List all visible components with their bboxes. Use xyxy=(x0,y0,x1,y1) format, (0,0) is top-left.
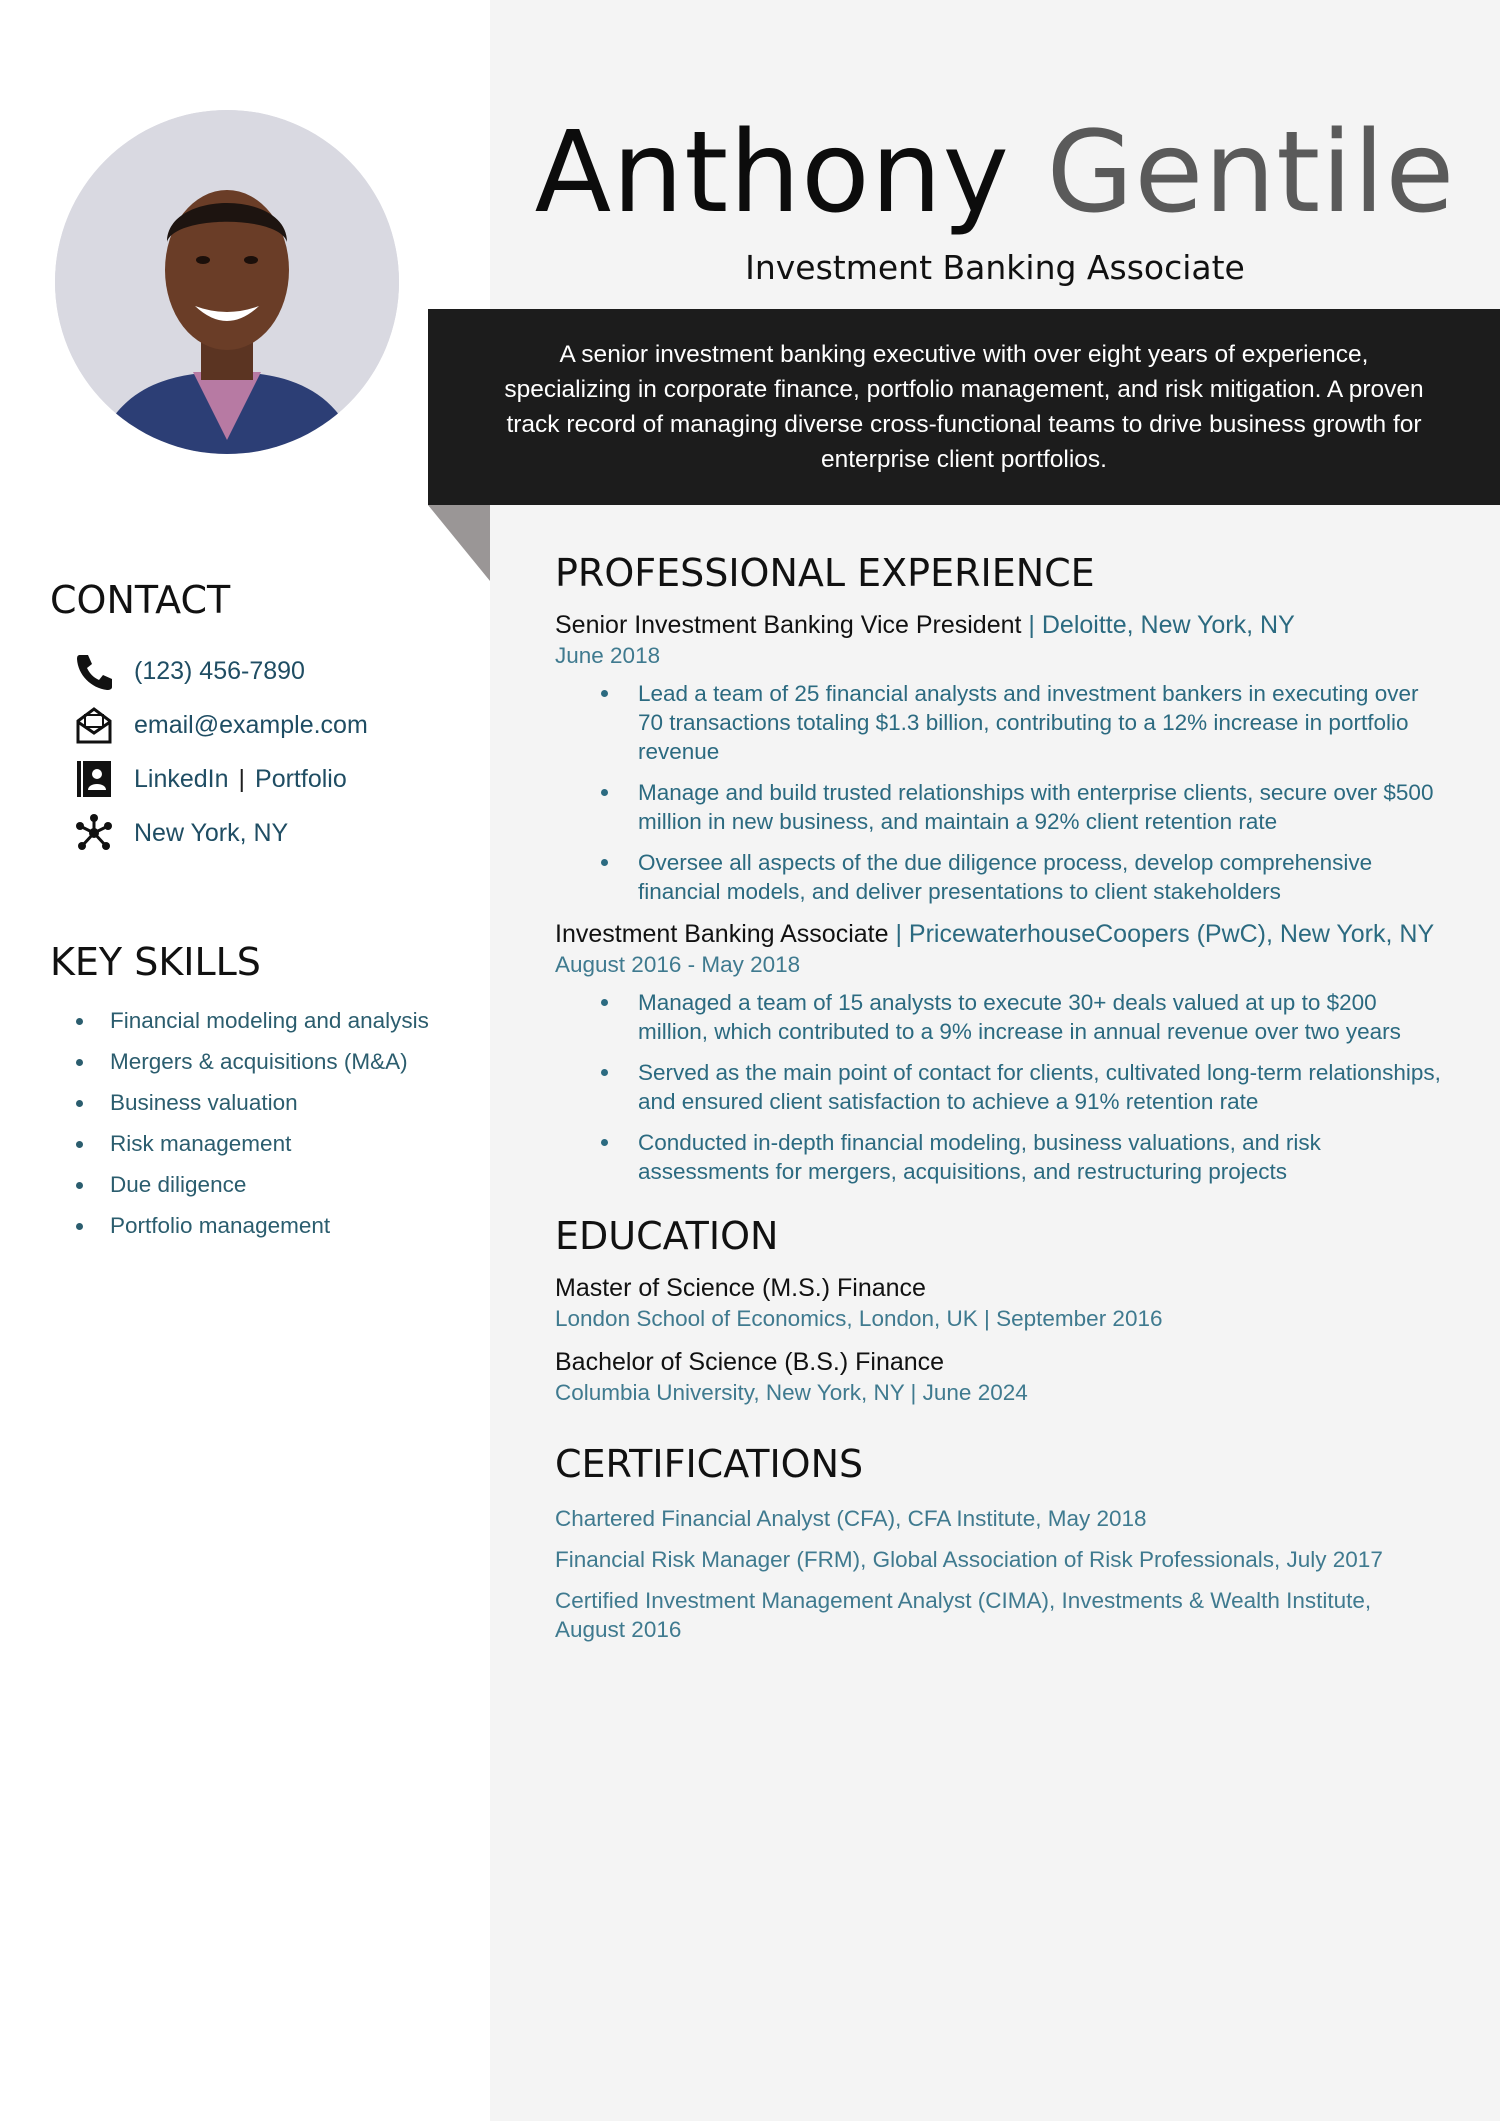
skill-item: Financial modeling and analysis xyxy=(50,1006,440,1036)
email-link[interactable]: email@example.com xyxy=(134,710,368,739)
job-heading xyxy=(555,918,1445,950)
linkedin-link[interactable]: LinkedIn xyxy=(134,764,229,793)
job-role: Investment Banking Associate xyxy=(555,920,889,948)
certification-item: Certified Investment Management Analyst (CIMA), Investments & Wealth Institute, August 2016 xyxy=(555,1588,1372,1642)
portfolio-link[interactable]: Portfolio xyxy=(255,764,347,793)
education-detail: London School of Economics, London, UK | September 2016 xyxy=(555,1306,1163,1331)
job-bullet: Oversee all aspects of the due diligence process, develop comprehensive financial models, and deliver presentations to client stakeholders xyxy=(555,848,1445,906)
contact-location xyxy=(50,806,470,860)
contact-list xyxy=(50,644,470,860)
candidate-name xyxy=(490,108,1500,238)
job-bullet: Manage and build trusted relationships with enterprise clients, secure over $500 million in new business, and maintain a 92% client retention rate xyxy=(555,778,1445,836)
certification-item: Financial Risk Manager (FRM), Global Association of Risk Professionals, July 2017 xyxy=(555,1547,1383,1572)
job-entry xyxy=(555,609,1445,906)
certifications-title: CERTIFICATIONS xyxy=(555,1442,864,1486)
job-bullet: Served as the main point of contact for clients, cultivated long-term relationships, and ensured client satisfaction to achieve a 91% retention rate xyxy=(555,1058,1445,1116)
education-entry xyxy=(555,1272,1445,1334)
job-bullet: Lead a team of 25 financial analysts and investment bankers in executing over 70 transactions totaling $1.3 billion, contributing to a 12% increase in portfolio revenue xyxy=(555,679,1445,766)
left-column xyxy=(50,570,470,1252)
first-name: Anthony xyxy=(534,108,1010,238)
job-heading xyxy=(555,609,1445,641)
job-bullet: Managed a team of 15 analysts to execute 30+ deals valued at up to $200 million, which contributed to a 9% increase in annual revenue over two years xyxy=(555,988,1445,1046)
right-column xyxy=(555,545,1445,1644)
profile-photo xyxy=(55,110,399,454)
contact-profiles xyxy=(50,752,470,806)
certification-item: Chartered Financial Analyst (CFA), CFA Institute, May 2018 xyxy=(555,1506,1147,1531)
education-degree: Master of Science (M.S.) Finance xyxy=(555,1274,926,1302)
skills-title: KEY SKILLS xyxy=(50,940,261,984)
contact-separator: | xyxy=(238,764,246,793)
job-entry xyxy=(555,918,1445,1186)
last-name: Gentile xyxy=(1046,108,1456,238)
job-company: | PricewaterhouseCoopers (PwC), New York, NY xyxy=(888,920,1435,948)
experience-title: PROFESSIONAL EXPERIENCE xyxy=(555,551,1095,595)
summary-box xyxy=(428,309,1500,505)
contact-card-icon xyxy=(72,757,116,801)
summary-text: A senior investment banking executive with over eight years of experience, specializing in corporate finance, portfolio management, and risk mitigation. A proven track record of managing diverse cross-functional teams to drive business growth for enterprise client portfolios. xyxy=(504,341,1424,473)
skill-item: Portfolio management xyxy=(50,1211,440,1241)
phone-icon xyxy=(72,649,116,693)
skill-item: Due diligence xyxy=(50,1170,440,1200)
envelope-icon xyxy=(72,703,116,747)
job-bullets xyxy=(555,988,1445,1186)
job-role: Senior Investment Banking Vice President xyxy=(555,611,1022,639)
job-company: | Deloitte, New York, NY xyxy=(1021,611,1295,639)
skill-item: Business valuation xyxy=(50,1088,440,1118)
job-bullets xyxy=(555,679,1445,906)
job-dates: August 2016 - May 2018 xyxy=(555,952,801,977)
location-text: New York, NY xyxy=(134,818,289,847)
contact-phone xyxy=(50,644,470,698)
phone-link[interactable]: (123) 456-7890 xyxy=(134,656,305,685)
job-bullet: Conducted in-depth financial modeling, business valuations, and risk assessments for mergers, acquisitions, and restructuring projects xyxy=(555,1128,1445,1186)
education-title: EDUCATION xyxy=(555,1214,779,1258)
education-degree: Bachelor of Science (B.S.) Finance xyxy=(555,1348,945,1376)
job-dates: June 2018 xyxy=(555,643,661,668)
education-entry xyxy=(555,1346,1445,1408)
skills-list xyxy=(50,1006,470,1241)
network-icon xyxy=(72,811,116,855)
skill-item: Risk management xyxy=(50,1129,440,1159)
contact-email xyxy=(50,698,470,752)
job-title: Investment Banking Associate xyxy=(745,248,1245,287)
education-detail: Columbia University, New York, NY | June 2024 xyxy=(555,1380,1028,1405)
skill-item: Mergers & acquisitions (M&A) xyxy=(50,1047,440,1077)
contact-title: CONTACT xyxy=(50,578,231,622)
